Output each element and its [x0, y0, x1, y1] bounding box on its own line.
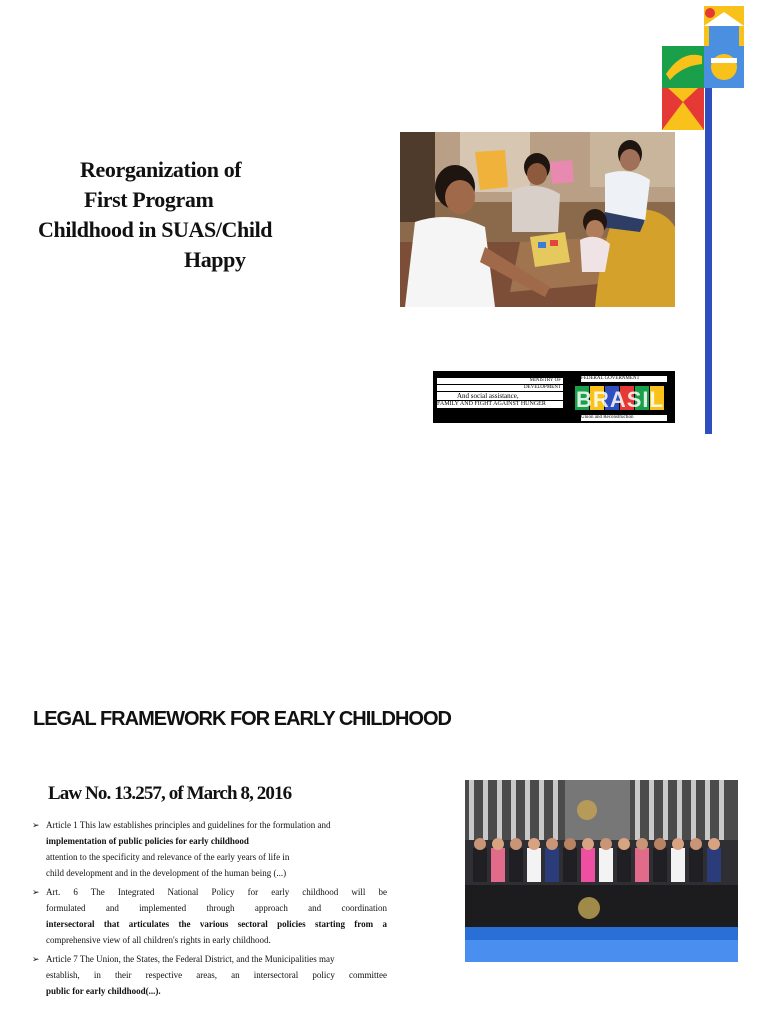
title-line: Reorganization of: [80, 157, 242, 182]
arrow-bullet-icon: ➢: [32, 887, 40, 897]
law-title: Law No. 13.257, of March 8, 2016: [48, 783, 292, 804]
article-item: [32, 817, 387, 881]
article-line: formulated and implemented through approach and coordination: [46, 903, 387, 913]
ministry-logo-bar: [433, 371, 675, 423]
ministry-line: And social assistance,: [437, 392, 563, 401]
ministry-line: MINISTRY OF: [437, 378, 563, 385]
title-line: Childhood in SUAS/Child: [38, 217, 273, 242]
article-line: establish, in their respective areas, an intersectoral policy committee: [46, 970, 387, 980]
accent-vertical-line: [705, 84, 712, 434]
article-item: [32, 884, 387, 948]
brasil-wordmark-logo: [573, 383, 669, 413]
arrow-bullet-icon: ➢: [32, 820, 40, 830]
colorful-house-motif-icon: [660, 4, 746, 130]
family-activity-photo: [400, 132, 675, 307]
article-line: Article 7 The Union, the States, the Federal District, and the Municipalities may: [46, 954, 335, 964]
article-line: public for early childhood(...).: [46, 986, 161, 996]
senate-chamber-photo: [465, 780, 738, 962]
title-line: Happy: [184, 247, 246, 272]
article-line: Art. 6 The Integrated National Policy for early childhood will be: [46, 887, 387, 897]
article-line: child development and in the development of the human being (...): [46, 868, 287, 878]
federal-government-label: FEDERAL GOVERNMENT: [581, 376, 667, 382]
arrow-bullet-icon: ➢: [32, 954, 40, 964]
article-line: attention to the specificity and relevance of the early years of life in: [46, 852, 290, 862]
government-slogan: Union and Reconstruction: [581, 415, 667, 421]
ministry-line: FAMILY AND FIGHT AGAINST HUNGER: [437, 401, 563, 409]
legal-framework-title: LEGAL FRAMEWORK FOR EARLY CHILDHOOD: [33, 708, 451, 730]
article-line: Article 1 This law establishes principles and guidelines for the formulation and: [46, 820, 331, 830]
ministry-line: DEVELOPMENT: [437, 385, 563, 392]
brasil-wordmark-text: BRASIL: [576, 387, 664, 412]
ministry-name-block: [437, 378, 563, 409]
article-item: [32, 951, 387, 999]
title-line: First Program: [84, 187, 214, 212]
article-line: intersectoral that articulates the various sectoral policies starting from a: [46, 919, 387, 929]
slide-1-title: [30, 155, 350, 275]
slide-2: [0, 512, 768, 1024]
law-articles-list: [32, 817, 387, 1002]
article-line: implementation of public policies for early childhood: [46, 836, 249, 846]
article-line: comprehensive view of all children's rights in early childhood.: [46, 935, 271, 945]
